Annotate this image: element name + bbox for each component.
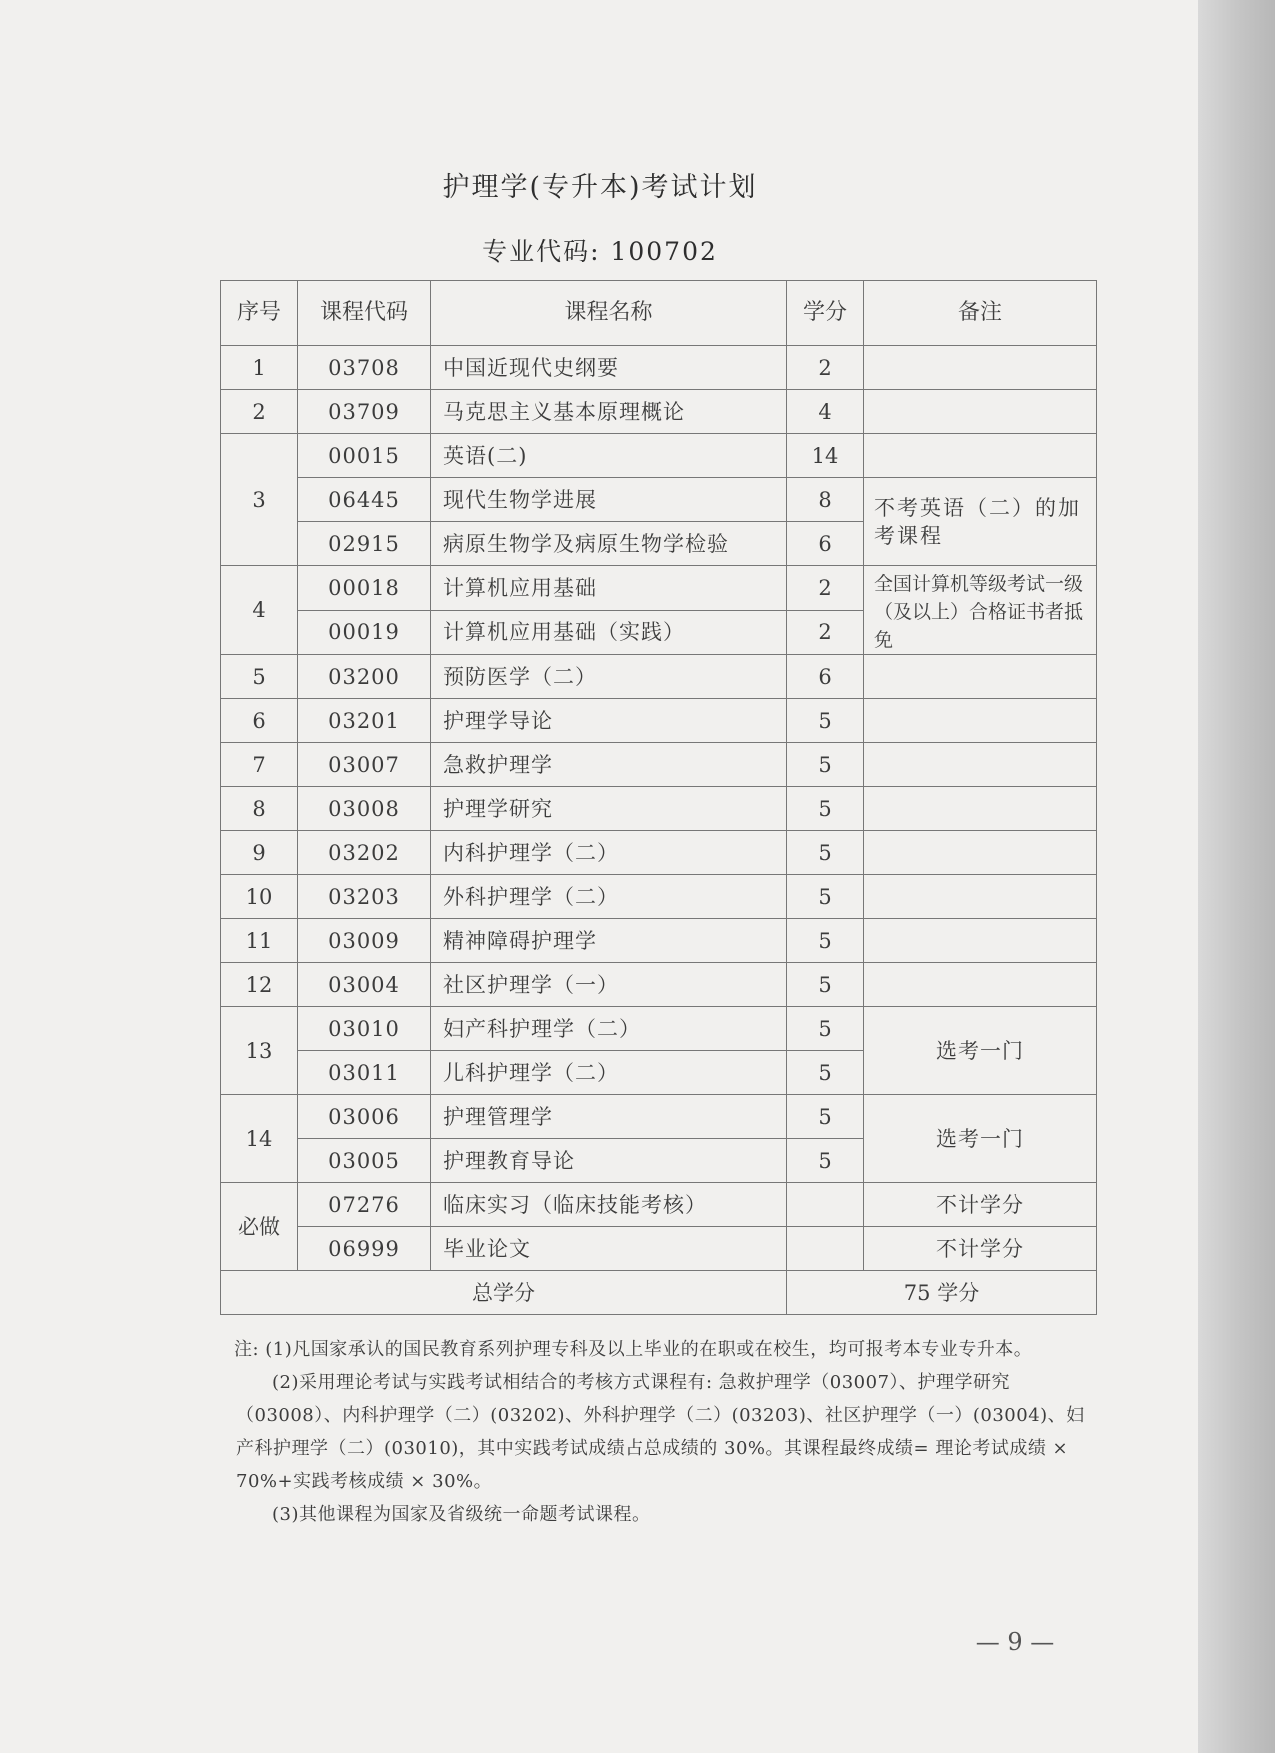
note-computer: 全国计算机等级考试一级（及以上）合格证书者抵免: [864, 566, 1097, 655]
cell-credit: 6: [787, 522, 864, 566]
cell-credit: 2: [787, 610, 864, 655]
cell-name: 预防医学（二）: [431, 655, 787, 699]
total-label: 总学分: [221, 1271, 787, 1315]
cell-code: 00019: [298, 610, 431, 655]
cell-name: 毕业论文: [431, 1227, 787, 1271]
cell-name: 外科护理学（二）: [431, 875, 787, 919]
table-row: [221, 1183, 1097, 1227]
cell-credit: 5: [787, 875, 864, 919]
cell-seq: 6: [221, 699, 298, 743]
cell-seq: 13: [221, 1007, 298, 1095]
cell-code: 00018: [298, 566, 431, 611]
cell-name: 精神障碍护理学: [431, 919, 787, 963]
cell-seq: 3: [221, 434, 298, 566]
cell-credit: 2: [787, 346, 864, 390]
cell-note: [864, 919, 1097, 963]
cell-credit: [787, 1183, 864, 1227]
cell-code: 03010: [298, 1007, 431, 1051]
cell-seq: 4: [221, 566, 298, 655]
cell-seq: 12: [221, 963, 298, 1007]
header-seq: 序号: [221, 281, 298, 346]
cell-note: [864, 743, 1097, 787]
cell-name: 内科护理学（二）: [431, 831, 787, 875]
table-row: [221, 919, 1097, 963]
cell-seq: 14: [221, 1095, 298, 1183]
cell-seq: 2: [221, 390, 298, 434]
table-header-row: [221, 281, 1097, 346]
scanner-edge: [1198, 0, 1275, 1753]
cell-name: 护理教育导论: [431, 1139, 787, 1183]
cell-name: 护理学导论: [431, 699, 787, 743]
cell-name: 临床实习（临床技能考核）: [431, 1183, 787, 1227]
cell-credit: 5: [787, 1007, 864, 1051]
cell-credit: 14: [787, 434, 864, 478]
cell-credit: 5: [787, 1095, 864, 1139]
cell-name: 急救护理学: [431, 743, 787, 787]
cell-code: 06445: [298, 478, 431, 522]
footnote-3: (3)其他课程为国家及省级统一命题考试课程。: [272, 1504, 651, 1525]
cell-code: 03201: [298, 699, 431, 743]
cell-note: [864, 390, 1097, 434]
cell-code: 03011: [298, 1051, 431, 1095]
cell-credit: 5: [787, 787, 864, 831]
cell-note: [864, 875, 1097, 919]
note-english-extra: 不考英语（二）的加考课程: [864, 478, 1097, 566]
cell-code: 03708: [298, 346, 431, 390]
cell-credit: 6: [787, 655, 864, 699]
cell-name: 计算机应用基础: [431, 566, 787, 611]
cell-name: 马克思主义基本原理概论: [431, 390, 787, 434]
cell-seq: 1: [221, 346, 298, 390]
cell-code: 03009: [298, 919, 431, 963]
cell-note: [864, 787, 1097, 831]
cell-code: 00015: [298, 434, 431, 478]
cell-code: 03202: [298, 831, 431, 875]
cell-name: 病原生物学及病原生物学检验: [431, 522, 787, 566]
cell-credit: 5: [787, 831, 864, 875]
table-row: [221, 655, 1097, 699]
note-elective-13: 选考一门: [864, 1007, 1097, 1095]
table-row: [221, 566, 1097, 611]
cell-note: [864, 434, 1097, 478]
cell-code: 03709: [298, 390, 431, 434]
cell-name: 儿科护理学（二）: [431, 1051, 787, 1095]
cell-credit: 5: [787, 1051, 864, 1095]
cell-credit: 2: [787, 566, 864, 611]
cell-seq: 必做: [221, 1183, 298, 1271]
table-row: [221, 478, 1097, 522]
footnote-1: 注: (1)凡国家承认的国民教育系列护理专科及以上毕业的在职或在校生，均可报考本专业专升本。: [234, 1339, 1033, 1360]
cell-seq: 9: [221, 831, 298, 875]
major-code: 专业代码: 100702: [482, 237, 718, 266]
cell-name: 护理管理学: [431, 1095, 787, 1139]
page-number: — 9 —: [975, 1628, 1055, 1656]
exam-plan-table: [220, 280, 1097, 1315]
total-row: [221, 1271, 1097, 1315]
cell-note: [864, 831, 1097, 875]
header-name: 课程名称: [431, 281, 787, 346]
note-no-credit: 不计学分: [864, 1183, 1097, 1227]
cell-name: 计算机应用基础（实践）: [431, 610, 787, 655]
cell-name: 护理学研究: [431, 787, 787, 831]
cell-name: 中国近现代史纲要: [431, 346, 787, 390]
table-row: [221, 875, 1097, 919]
cell-credit: 8: [787, 478, 864, 522]
cell-credit: 5: [787, 1139, 864, 1183]
table-row: [221, 346, 1097, 390]
total-value: 75 学分: [787, 1271, 1097, 1315]
table-row: [221, 1007, 1097, 1051]
cell-credit: 5: [787, 919, 864, 963]
cell-credit: 4: [787, 390, 864, 434]
table-row: [221, 699, 1097, 743]
header-note: 备注: [864, 281, 1097, 346]
cell-code: 03004: [298, 963, 431, 1007]
cell-name: 社区护理学（一）: [431, 963, 787, 1007]
cell-credit: [787, 1227, 864, 1271]
cell-note: [864, 699, 1097, 743]
note-no-credit: 不计学分: [864, 1227, 1097, 1271]
table-row: [221, 963, 1097, 1007]
cell-note: [864, 963, 1097, 1007]
table-row: [221, 1227, 1097, 1271]
cell-seq: 10: [221, 875, 298, 919]
cell-seq: 5: [221, 655, 298, 699]
table-row: [221, 831, 1097, 875]
cell-code: 03203: [298, 875, 431, 919]
footnote-2: (2)采用理论考试与实践考试相结合的考核方式课程有: 急救护理学（03007）、护理学研究（03008）、内科护理学（二）(03202)、外科护理学（二）(03203)、社区护理学（一）(03004)、妇产科护理学（二）(03010)，其中实践考试成绩占总成绩的 30%。其课程最终成绩= 理论考试成绩 × 70%+实践考核成绩 × 30%。: [236, 1372, 1085, 1492]
cell-name: 妇产科护理学（二）: [431, 1007, 787, 1051]
cell-code: 07276: [298, 1183, 431, 1227]
cell-name: 英语(二): [431, 434, 787, 478]
table-row: [221, 743, 1097, 787]
table-row: [221, 390, 1097, 434]
cell-code: 06999: [298, 1227, 431, 1271]
cell-note: [864, 655, 1097, 699]
page-title: 护理学(专升本)考试计划: [442, 172, 758, 203]
cell-seq: 11: [221, 919, 298, 963]
cell-seq: 8: [221, 787, 298, 831]
cell-note: [864, 346, 1097, 390]
cell-code: 03005: [298, 1139, 431, 1183]
cell-code: 03200: [298, 655, 431, 699]
header-credit: 学分: [787, 281, 864, 346]
cell-code: 03008: [298, 787, 431, 831]
table-row: [221, 787, 1097, 831]
cell-credit: 5: [787, 699, 864, 743]
cell-code: 03007: [298, 743, 431, 787]
cell-name: 现代生物学进展: [431, 478, 787, 522]
table-row: [221, 1095, 1097, 1139]
cell-code: 03006: [298, 1095, 431, 1139]
note-elective-14: 选考一门: [864, 1095, 1097, 1183]
cell-code: 02915: [298, 522, 431, 566]
footnotes: [236, 1333, 1088, 1531]
cell-credit: 5: [787, 963, 864, 1007]
cell-seq: 7: [221, 743, 298, 787]
header-code: 课程代码: [298, 281, 431, 346]
cell-credit: 5: [787, 743, 864, 787]
table-row: [221, 434, 1097, 478]
